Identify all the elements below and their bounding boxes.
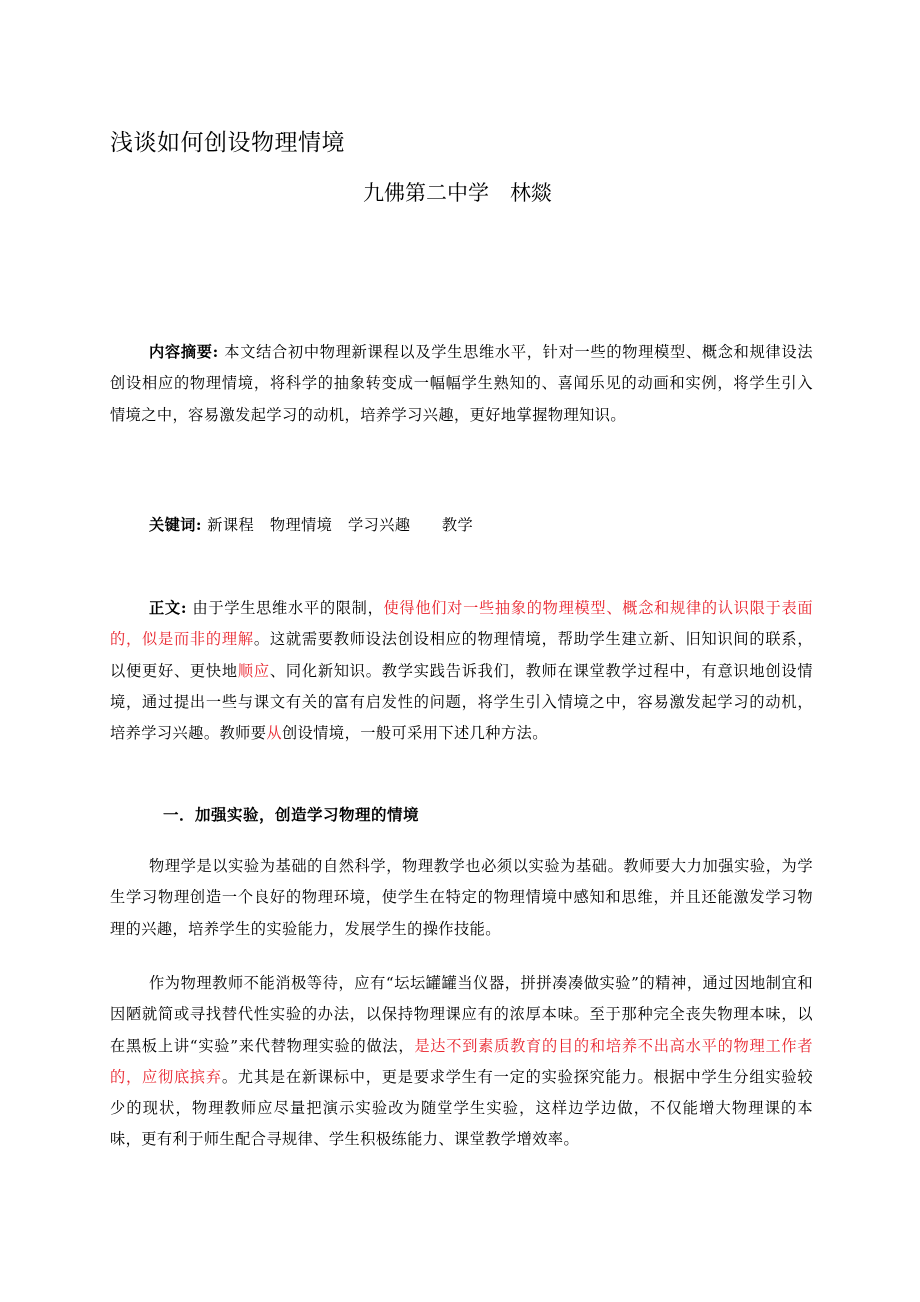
section1-text-b: 。尤其是在新课标中，更是要求学生有一定的实验探究能力。根据中学生分组实验较少的现状，物理教师应尽量把演示实验改为随堂学生实验，这样边学边做，不仅能增大物理课的本味，更有利于师生配合寻规律、学生积极练能力、课堂教学增效率。 [110, 1067, 813, 1149]
body-highlight-2: 顺应 [237, 661, 270, 680]
keywords-text: 新课程 物理情境 学习兴趣 教学 [207, 516, 474, 534]
body-text-1: 由于学生思维水平的限制， [192, 599, 384, 617]
body-highlight-1: 使得他们对一些抽象的物理模型、概念和规律的认识限于表面的，似是而非的理解 [110, 599, 814, 649]
body-text-3: 、同化新知识。教学实践告诉我们，教师在课堂教学过程中，有意识地创设情境，通过提出一些与课文有关的富有启发性的问题，将学生引入情境之中，容易激发起学习的动机，培养学习兴趣。教师要 [110, 661, 814, 743]
author-line: 九佛第二中学 林燚 [363, 181, 552, 205]
body-label: 正文: [149, 599, 187, 617]
section1-paragraph-2 [110, 968, 813, 1156]
body-text-2: 。这就需要教师设法创设相应的物理情境，帮助学生建立新、旧知识间的联系，以便更好、更快地 [110, 630, 813, 680]
abstract-paragraph [110, 337, 813, 431]
section1-highlight: 是达不到素质教育的目的和培养不出高水平的物理工作者的，应彻底摈弃 [110, 1036, 814, 1086]
abstract-label: 内容摘要: [149, 343, 219, 361]
keywords-paragraph [110, 510, 813, 541]
document-title: 浅谈如何创设物理情境 [110, 130, 345, 156]
body-intro-paragraph [110, 593, 813, 749]
abstract-text: 本文结合初中物理新课程以及学生思维水平，针对一些的物理模型、概念和规律设法创设相应的物理情境，将科学的抽象转变成一幅幅学生熟知的、喜闻乐见的动画和实例，将学生引入情境之中，容易激发起学习的动机，培养学习兴趣，更好地掌握物理知识。 [110, 343, 813, 424]
section1-text-a: 作为物理教师不能消极等待，应有“坛坛罐罐当仪器，拼拼凑凑做实验”的精神，通过因地制宜和因陋就简或寻找替代性实验的办法，以保持物理课应有的浓厚本味。至于那种完全丧失物理本味，以在黑板上讲“实验”来代替物理实验的做法， [110, 974, 813, 1055]
body-highlight-3: 从 [266, 724, 283, 743]
body-text-4: 创设情境，一般可采用下述几种方法。 [282, 724, 548, 743]
section-heading-1: 一．加强实验，创造学习物理的情境 [163, 805, 420, 824]
keywords-label: 关键词: [149, 516, 202, 534]
section1-paragraph-1: 物理学是以实验为基础的自然科学，物理教学也必须以实验为基础。教师要大力加强实验，为学生学习物理创造一个良好的物理环境，使学生在特定的物理情境中感知和思维，并且还能激发学习物理的兴趣，培养学生的实验能力，发展学生的操作技能。 [110, 857, 813, 938]
